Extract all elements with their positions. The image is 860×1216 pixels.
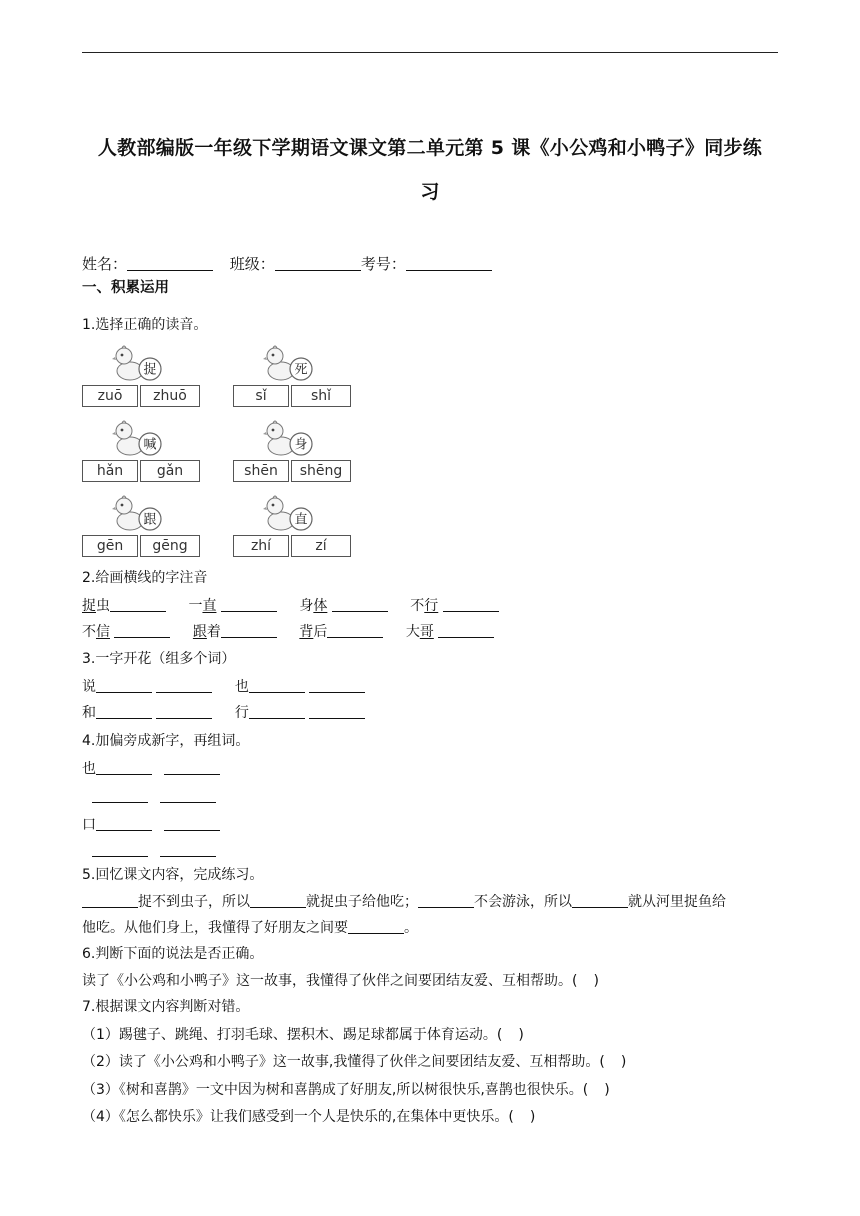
- pinyin-option-left[interactable]: gēn: [82, 535, 138, 557]
- answer-blank[interactable]: [160, 842, 216, 857]
- answer-blank[interactable]: [572, 893, 628, 908]
- answer-blank[interactable]: [114, 623, 170, 638]
- q2-row-2: 不信 跟着 背后 大哥: [82, 622, 494, 642]
- chick-icon: [263, 420, 315, 458]
- answer-blank[interactable]: [348, 919, 404, 934]
- q4-row-2: [92, 787, 216, 807]
- answer-blank[interactable]: [332, 597, 388, 612]
- answer-blank[interactable]: [443, 597, 499, 612]
- pinyin-choice-4: [233, 420, 351, 482]
- svg-text:身: 身: [294, 437, 308, 453]
- q7-prompt: 7.根据课文内容判断对错。: [82, 999, 250, 1015]
- pinyin-option-right[interactable]: gēng: [140, 535, 200, 557]
- pinyin-option-right[interactable]: shǐ: [291, 385, 351, 407]
- answer-blank[interactable]: [160, 788, 216, 803]
- q3-prompt: 3.一字开花（组多个词）: [82, 651, 236, 667]
- answer-blank[interactable]: [221, 597, 277, 612]
- q1-prompt: 1.选择正确的读音。: [82, 317, 208, 333]
- answer-blank[interactable]: [96, 704, 152, 719]
- answer-blank[interactable]: [327, 623, 383, 638]
- svg-text:跟: 跟: [143, 512, 157, 528]
- pinyin-choice-6: [233, 495, 351, 557]
- q3-row-1: 说 也: [82, 677, 365, 697]
- answer-blank[interactable]: [438, 623, 494, 638]
- pinyin-choice-2: [233, 345, 351, 407]
- top-rule: [82, 52, 778, 53]
- q6-prompt: 6.判断下面的说法是否正确。: [82, 946, 264, 962]
- q5-line-1: 捉不到虫子，所以 就捉虫子给他吃； 不会游泳，所以 就从河里捉鱼给: [82, 892, 726, 912]
- answer-blank[interactable]: [110, 597, 166, 612]
- student-info-row: [82, 254, 492, 274]
- chick-icon: [112, 420, 164, 458]
- answer-blank[interactable]: [250, 893, 306, 908]
- answer-blank[interactable]: [156, 678, 212, 693]
- answer-blank[interactable]: [96, 678, 152, 693]
- name-field[interactable]: [127, 256, 213, 271]
- q7-item-3: （3）《树和喜鹊》一文中因为树和喜鹊成了好朋友,所以树很快乐,喜鹊也很快乐。( ): [82, 1082, 610, 1098]
- answer-blank[interactable]: [221, 623, 277, 638]
- pinyin-option-left[interactable]: shēn: [233, 460, 289, 482]
- answer-blank[interactable]: [156, 704, 212, 719]
- answer-blank[interactable]: [92, 842, 148, 857]
- answer-blank[interactable]: [309, 678, 365, 693]
- title-line-1: 人教部编版一年级下学期语文课文第二单元第 5 课《小公鸡和小鸭子》同步练: [97, 137, 763, 159]
- chick-icon: [263, 345, 315, 383]
- pinyin-choice-1: [82, 345, 200, 407]
- q6-statement: 读了《小公鸡和小鸭子》这一故事，我懂得了伙伴之间要团结友爱、互相帮助。( ): [82, 973, 599, 989]
- answer-blank[interactable]: [249, 704, 305, 719]
- section-title: 一、积累运用: [82, 280, 169, 296]
- svg-text:死: 死: [294, 362, 308, 378]
- answer-blank[interactable]: [309, 704, 365, 719]
- q7-item-2: （2）读了《小公鸡和小鸭子》这一故事,我懂得了伙伴之间要团结友爱、互相帮助。( ): [82, 1054, 627, 1070]
- svg-text:捉: 捉: [143, 362, 157, 378]
- exam-no-field[interactable]: [406, 256, 492, 271]
- class-label: 班级：: [229, 255, 275, 273]
- name-label: 姓名：: [82, 255, 128, 273]
- pinyin-option-left[interactable]: zuō: [82, 385, 138, 407]
- q3-row-2: 和 行: [82, 703, 365, 723]
- q5-line-2: 他吃。从他们身上，我懂得了好朋友之间要 。: [82, 920, 418, 936]
- q2-prompt: 2.给画横线的字注音: [82, 570, 208, 586]
- svg-text:喊: 喊: [143, 437, 157, 453]
- answer-blank[interactable]: [164, 760, 220, 775]
- q7-item-4: （4）《怎么都快乐》让我们感受到一个人是快乐的,在集体中更快乐。( ): [82, 1109, 536, 1125]
- pinyin-option-right[interactable]: gǎn: [140, 460, 200, 482]
- q7-item-1: （1）踢毽子、跳绳、打羽毛球、摆积木、踢足球都属于体育运动。( ): [82, 1027, 524, 1043]
- class-field[interactable]: [275, 256, 361, 271]
- pinyin-option-left[interactable]: zhí: [233, 535, 289, 557]
- title-line-2: 习: [420, 181, 440, 203]
- chick-icon: [112, 345, 164, 383]
- q4-row-3: 口: [82, 815, 220, 835]
- chick-icon: [112, 495, 164, 533]
- q4-row-4: [92, 841, 216, 861]
- answer-blank[interactable]: [96, 816, 152, 831]
- answer-blank[interactable]: [82, 893, 138, 908]
- q2-row-1: 捉虫 一直 身体 不行: [82, 596, 499, 616]
- pinyin-option-right[interactable]: zhuō: [140, 385, 200, 407]
- answer-blank[interactable]: [164, 816, 220, 831]
- q4-prompt: 4.加偏旁成新字，再组词。: [82, 733, 250, 749]
- answer-blank[interactable]: [249, 678, 305, 693]
- answer-blank[interactable]: [418, 893, 474, 908]
- pinyin-option-right[interactable]: zí: [291, 535, 351, 557]
- answer-blank[interactable]: [96, 760, 152, 775]
- pinyin-option-left[interactable]: hǎn: [82, 460, 138, 482]
- svg-text:直: 直: [294, 512, 308, 528]
- answer-blank[interactable]: [92, 788, 148, 803]
- pinyin-choice-5: [82, 495, 200, 557]
- chick-icon: [263, 495, 315, 533]
- q5-prompt: 5.回忆课文内容，完成练习。: [82, 867, 264, 883]
- pinyin-option-left[interactable]: sǐ: [233, 385, 289, 407]
- q4-row-1: 也: [82, 759, 220, 779]
- pinyin-option-right[interactable]: shēng: [291, 460, 351, 482]
- exam-no-label: 考号：: [360, 255, 406, 273]
- worksheet-title: [82, 126, 778, 214]
- pinyin-choice-3: [82, 420, 200, 482]
